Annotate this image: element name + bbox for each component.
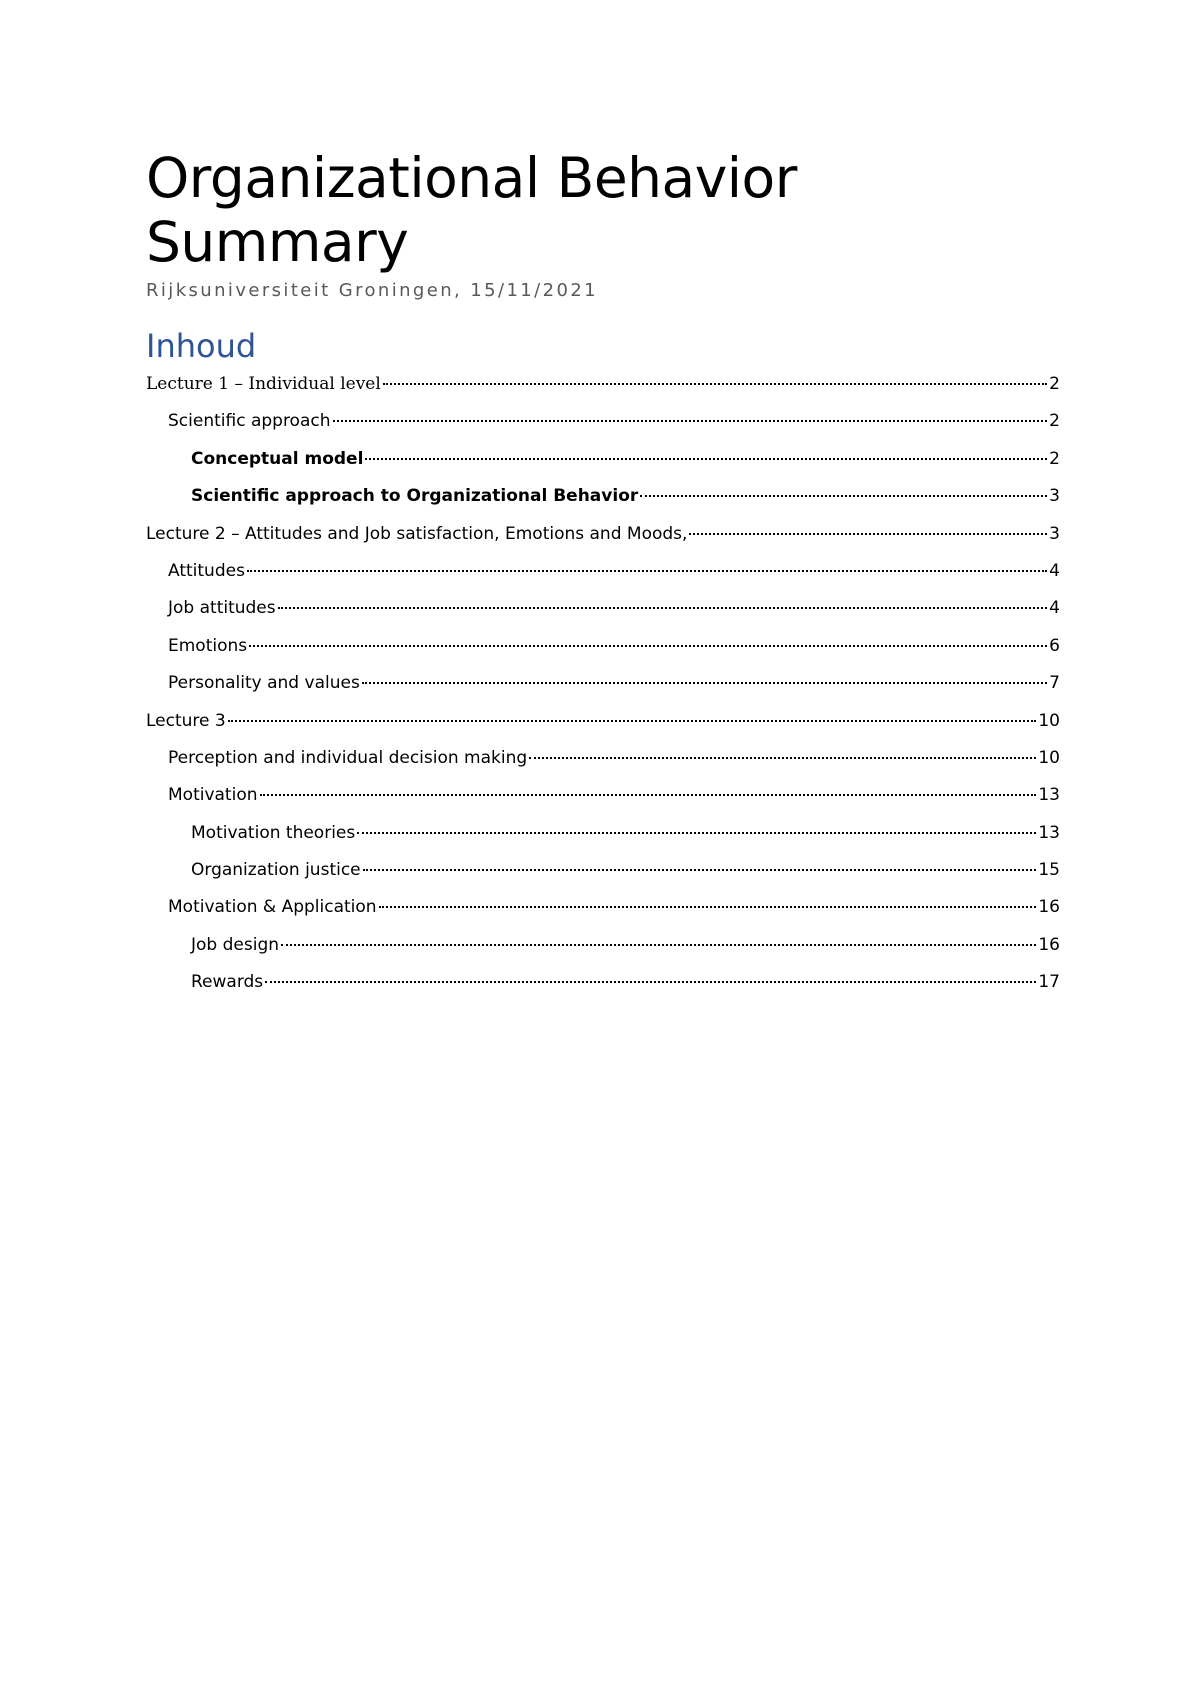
toc-entry[interactable] <box>146 671 1060 708</box>
toc-entry-text: Perception and individual decision making <box>168 747 528 768</box>
toc-entry[interactable] <box>146 447 1060 484</box>
toc-page-number: 15 <box>1038 860 1060 881</box>
toc-entry-text: Motivation theories <box>191 822 356 843</box>
toc-entry-text: Motivation <box>168 785 258 806</box>
toc-entry-text: Scientific approach <box>168 411 331 432</box>
toc-page-number: 2 <box>1049 448 1060 469</box>
toc-entry-text: Lecture 3 <box>146 710 226 731</box>
toc-entry-text: Conceptual model <box>191 448 364 469</box>
toc-dot-leader <box>228 720 1037 722</box>
toc-heading: Inhoud <box>146 327 257 365</box>
toc-entry-text: Job design <box>191 934 280 955</box>
toc-dot-leader <box>383 383 1047 385</box>
toc-entry-text: Lecture 2 – Attitudes and Job satisfaction, Emotions and Moods, <box>146 523 688 544</box>
toc-entry[interactable] <box>146 933 1060 970</box>
toc-entry[interactable] <box>146 895 1060 932</box>
toc-entry-text: Motivation & Application <box>168 897 377 918</box>
toc-page-number: 3 <box>1049 486 1060 507</box>
toc-page-number: 10 <box>1038 747 1060 768</box>
toc-entry[interactable] <box>146 559 1060 596</box>
toc-entry[interactable] <box>146 746 1060 783</box>
toc-entry[interactable] <box>146 821 1060 858</box>
toc-page-number: 16 <box>1038 934 1060 955</box>
document-title: Organizational Behavior Summary <box>146 146 797 274</box>
toc-dot-leader <box>365 458 1047 460</box>
toc-page-number: 16 <box>1038 897 1060 918</box>
toc-dot-leader <box>357 832 1036 834</box>
toc-dot-leader <box>362 682 1047 684</box>
toc-entry[interactable] <box>146 484 1060 521</box>
toc-entry[interactable] <box>146 634 1060 671</box>
toc-dot-leader <box>529 757 1036 759</box>
toc-entry[interactable] <box>146 409 1060 446</box>
toc-dot-leader <box>265 981 1036 983</box>
toc-page-number: 7 <box>1049 673 1060 694</box>
toc-entry-text: Lecture 1 – Individual level <box>146 374 381 394</box>
toc-page-number: 2 <box>1049 374 1060 394</box>
toc-entry[interactable] <box>146 522 1060 559</box>
toc-entry[interactable] <box>146 372 1060 409</box>
toc-entry[interactable] <box>146 709 1060 746</box>
toc-page-number: 10 <box>1038 710 1060 731</box>
toc-dot-leader <box>333 420 1048 422</box>
toc-entry-text: Job attitudes <box>168 598 276 619</box>
toc-dot-leader <box>281 944 1036 946</box>
toc-dot-leader <box>363 869 1037 871</box>
toc-page-number: 4 <box>1049 560 1060 581</box>
document-subtitle: Rijksuniversiteit Groningen, 15/11/2021 <box>146 280 599 301</box>
toc-dot-leader <box>260 794 1037 796</box>
table-of-contents <box>146 372 1060 1008</box>
toc-entry-text: Scientific approach to Organizational Behavior <box>191 486 639 507</box>
toc-page-number: 13 <box>1038 785 1060 806</box>
toc-dot-leader <box>249 645 1047 647</box>
toc-page-number: 17 <box>1038 972 1060 993</box>
toc-page-number: 3 <box>1049 523 1060 544</box>
toc-dot-leader <box>247 570 1047 572</box>
toc-entry-text: Attitudes <box>168 560 245 581</box>
toc-entry-text: Organization justice <box>191 860 361 881</box>
toc-entry[interactable] <box>146 596 1060 633</box>
toc-entry[interactable] <box>146 970 1060 1007</box>
toc-entry-text: Personality and values <box>168 673 360 694</box>
toc-page-number: 2 <box>1049 411 1060 432</box>
toc-dot-leader <box>640 495 1047 497</box>
toc-dot-leader <box>689 533 1047 535</box>
toc-page-number: 4 <box>1049 598 1060 619</box>
toc-dot-leader <box>278 607 1048 609</box>
toc-entry-text: Rewards <box>191 972 264 993</box>
toc-entry[interactable] <box>146 858 1060 895</box>
toc-page-number: 6 <box>1049 635 1060 656</box>
toc-entry[interactable] <box>146 783 1060 820</box>
toc-page-number: 13 <box>1038 822 1060 843</box>
toc-dot-leader <box>379 906 1037 908</box>
toc-entry-text: Emotions <box>168 635 248 656</box>
